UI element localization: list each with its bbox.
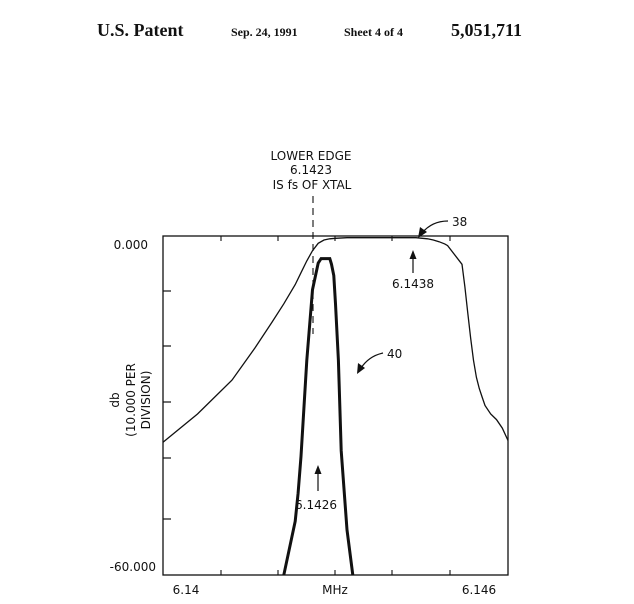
response-curve-38: [163, 238, 508, 443]
response-curve-40: [284, 259, 353, 575]
reference-numeral-40: 40: [387, 347, 403, 361]
y-tick-label-bottom: -60.000: [109, 560, 156, 574]
leader-arrow-38: [422, 221, 448, 233]
marker-arrowhead-upper: [410, 250, 417, 259]
patent-date: Sep. 24, 1991: [231, 25, 298, 39]
y-tick-label-top: 0.000: [113, 238, 148, 252]
leader-arrow-40: [361, 353, 383, 368]
x-tick-label-right: 6.146: [461, 583, 497, 597]
annotation-line2: 6.1423: [290, 163, 332, 177]
y-axis-label-line3: DIVISION): [139, 370, 153, 430]
x-tick-label-left: 6.14: [172, 583, 200, 597]
annotation-line3: IS fs OF XTAL: [272, 178, 352, 192]
marker-label-lower: 6.1426: [295, 498, 337, 512]
patent-sheet-number: Sheet 4 of 4: [344, 25, 403, 39]
reference-numeral-38: 38: [452, 215, 468, 229]
marker-arrowhead-lower: [315, 465, 322, 474]
annotation-line1: LOWER EDGE: [270, 149, 352, 163]
patent-number: 5,051,711: [451, 20, 523, 40]
y-axis-label-line1: db: [108, 392, 122, 408]
x-axis-label: MHz: [322, 583, 348, 597]
patent-title: U.S. Patent: [97, 20, 184, 40]
y-axis-label-line2: (10.000 PER: [124, 363, 138, 437]
marker-label-upper: 6.1438: [392, 277, 434, 291]
y-axis-label: [108, 363, 153, 437]
